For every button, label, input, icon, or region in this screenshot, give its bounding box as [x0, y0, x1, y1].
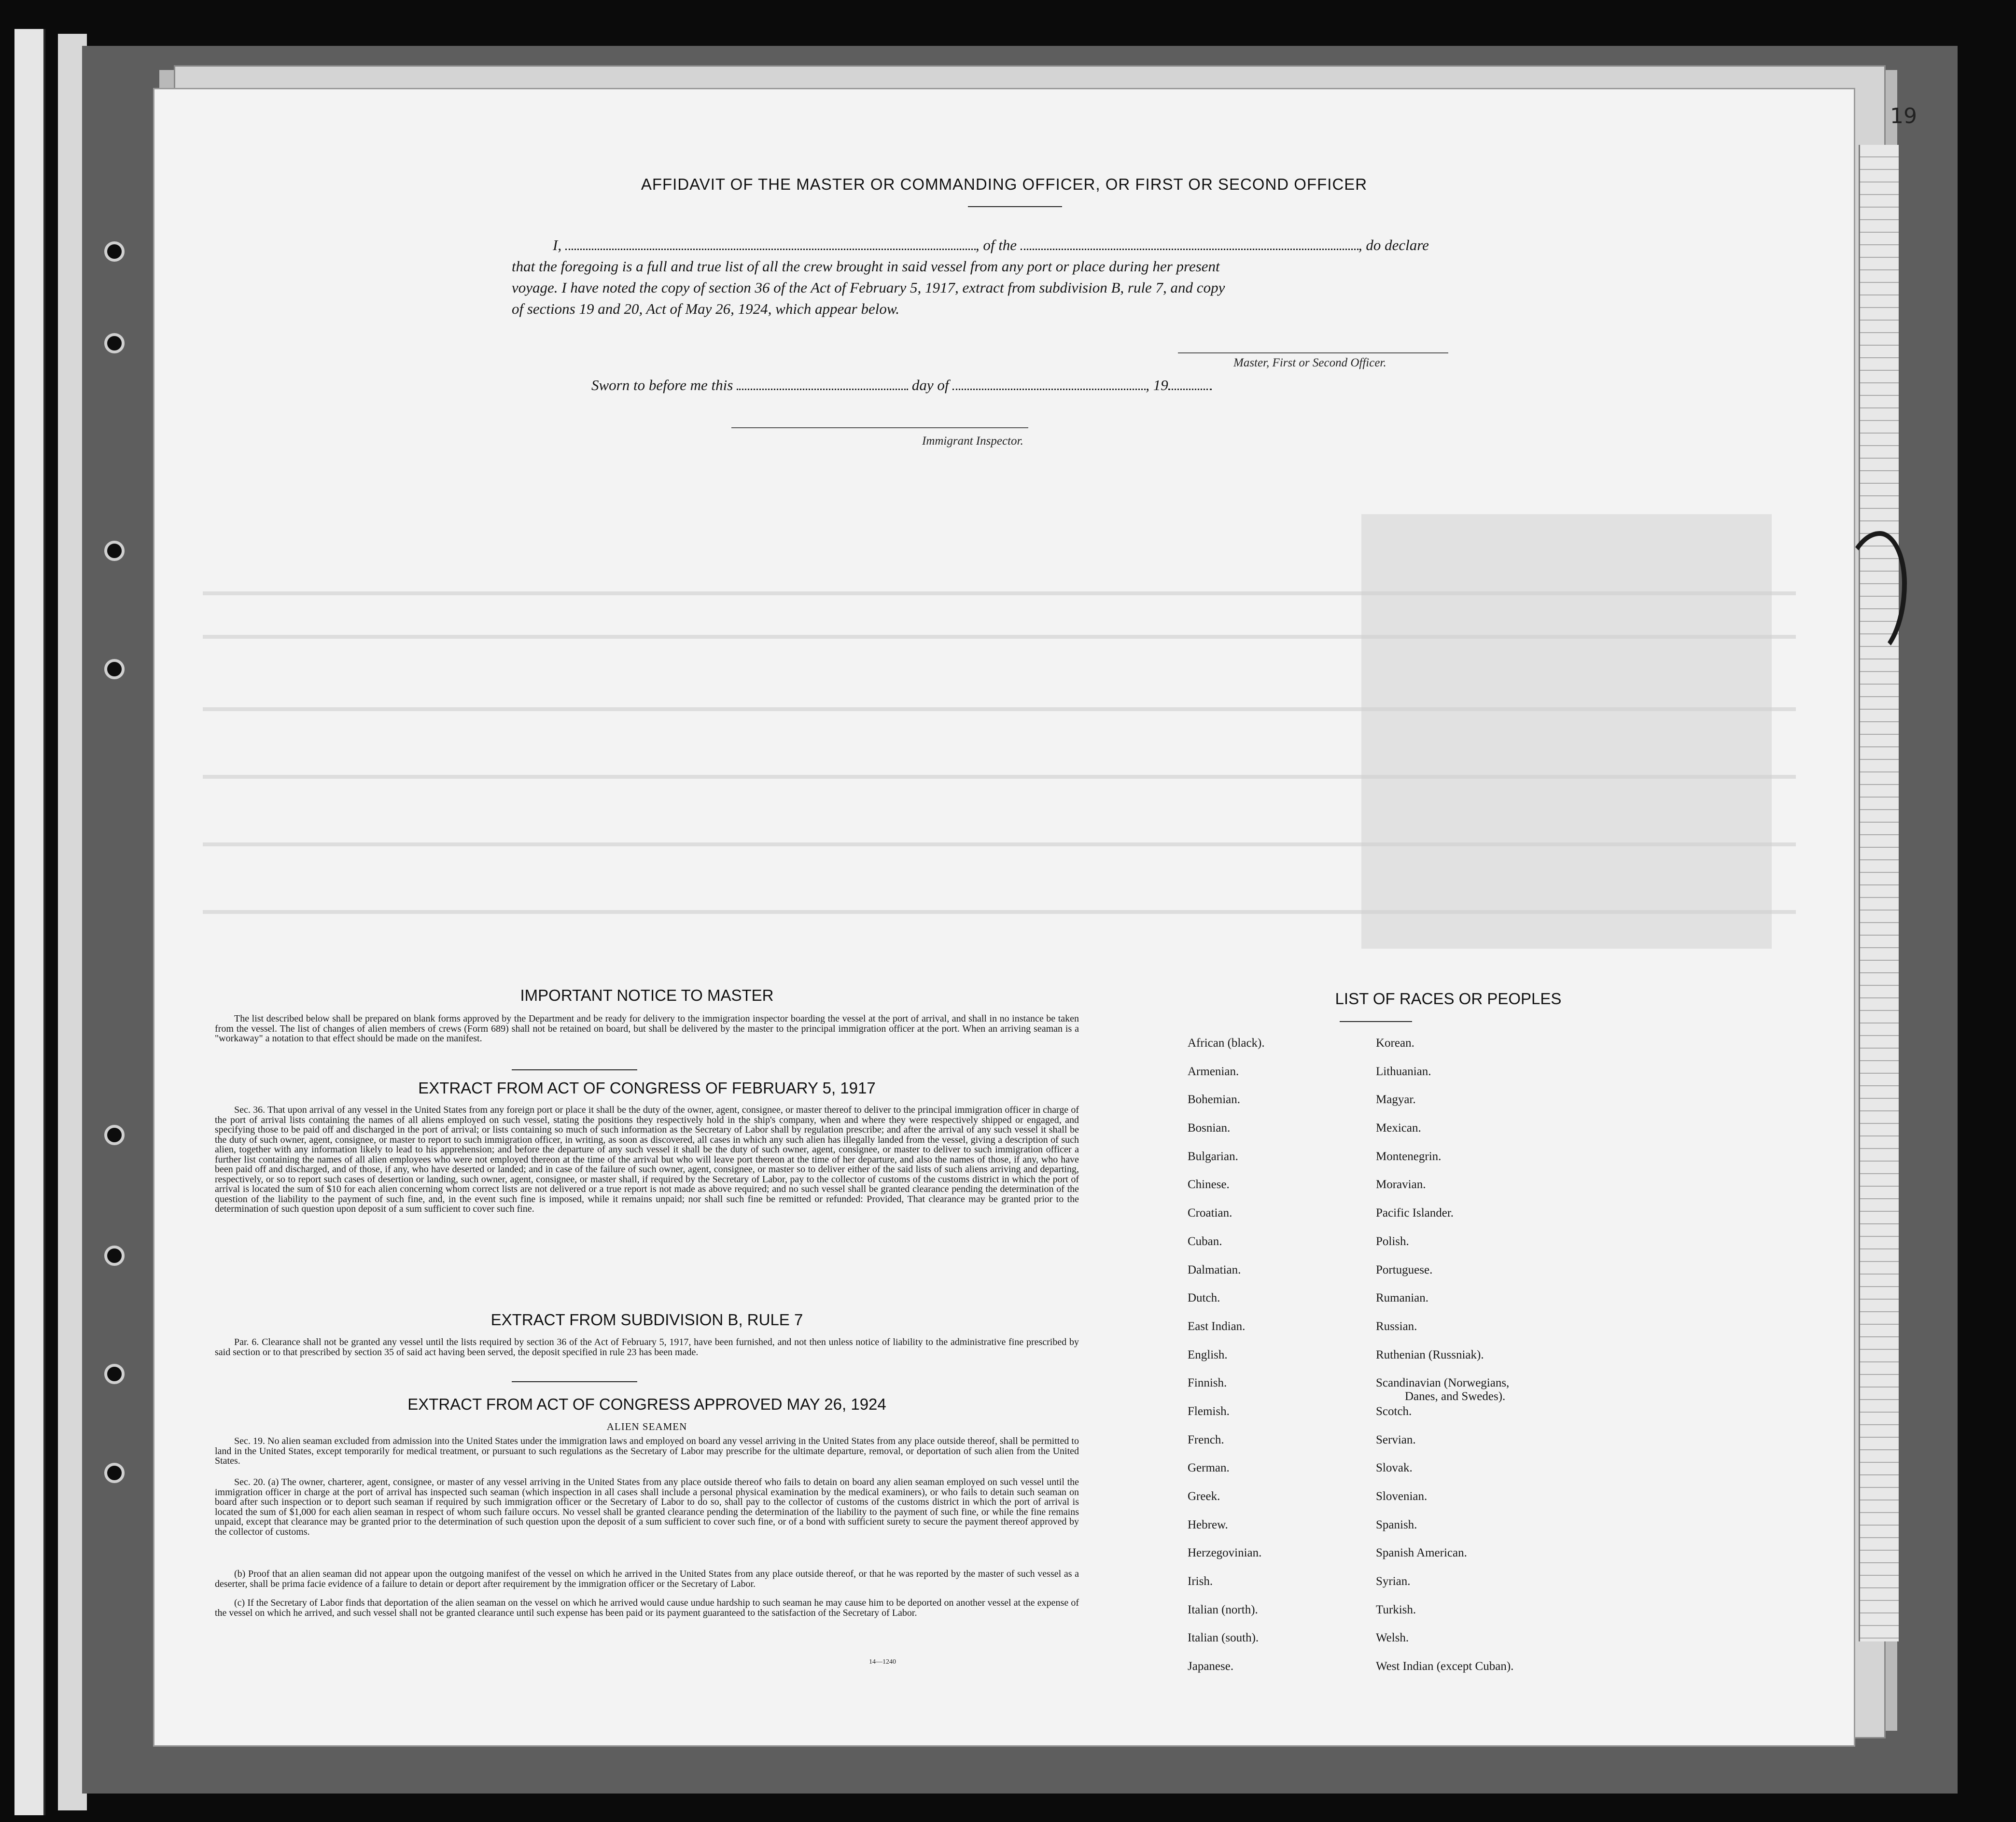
section-divider: [512, 1069, 637, 1070]
form-number: 14—1240: [869, 1658, 896, 1666]
races-divider: [1340, 1021, 1412, 1022]
extract-rule7-title: EXTRACT FROM SUBDIVISION B, RULE 7: [490, 1311, 803, 1329]
sworn-prefix: Sworn to before me this: [591, 377, 733, 393]
race-item: Italian (south).: [1188, 1631, 1259, 1645]
race-item: Armenian.: [1188, 1065, 1239, 1078]
affidavit-title: AFFIDAVIT OF THE MASTER OR COMMANDING OFFICER, OR FIRST OR SECOND OFFICER: [641, 175, 1368, 193]
race-item: Turkish.: [1376, 1603, 1416, 1616]
extract-1924-title: EXTRACT FROM ACT OF CONGRESS APPROVED MAY 26, 1924: [407, 1395, 886, 1413]
sworn-day-text: day of: [911, 377, 949, 393]
ledger-edge: [1859, 145, 1899, 1641]
race-item: Syrian.: [1376, 1575, 1411, 1588]
bleed-through-line: [203, 707, 1796, 711]
bleed-through-line: [203, 591, 1796, 595]
race-item-continuation: Danes, and Swedes).: [1405, 1390, 1506, 1403]
master-label: Master, First or Second Officer.: [1233, 356, 1386, 369]
race-item: Montenegrin.: [1376, 1149, 1442, 1163]
race-item: Spanish.: [1376, 1518, 1417, 1531]
binder-hole: [104, 541, 125, 561]
race-item: Croatian.: [1188, 1206, 1232, 1220]
binder-hole: [104, 241, 125, 262]
race-item: Bosnian.: [1188, 1121, 1231, 1135]
race-item: West Indian (except Cuban).: [1376, 1660, 1514, 1673]
race-item: German.: [1188, 1461, 1230, 1475]
bleed-through: [1361, 514, 1772, 949]
race-item: Japanese.: [1188, 1660, 1234, 1673]
race-item: Magyar.: [1376, 1093, 1416, 1107]
race-item: Moravian.: [1376, 1178, 1426, 1191]
race-item: Cuban.: [1188, 1234, 1222, 1248]
bleed-through-line: [203, 635, 1796, 639]
race-item: Dalmatian.: [1188, 1263, 1241, 1276]
affidavit-line-4: of sections 19 and 20, Act of May 26, 1924, which appear below.: [512, 300, 900, 317]
race-item: Slovenian.: [1376, 1490, 1428, 1503]
section-divider: [512, 1381, 637, 1382]
declare-text: , do declare: [1358, 237, 1429, 253]
bleed-through-line: [203, 842, 1796, 846]
race-item: Welsh.: [1376, 1631, 1409, 1645]
extract-rule7-text: Par. 6. Clearance shall not be granted any vessel until the lists required by section 36 of the Act of February 5, 1917, have been furnished, and not then unless notice of liability to the administrative fine prescribed by said section or to that prescribed by section 35 of said act having been served, the deposit specified in rule 23 has been made.: [215, 1337, 1079, 1358]
sec20c-text: (c) If the Secretary of Labor finds that deportation of the alien seaman on the vessel on which he arrived would cause undue hardship to such seaman he may cause him to be deported on another vessel at the expense of the vessel on which he arrived, and such vessel shall not be granted clearance until such expense has been paid or its payment guaranteed to the satisfaction of the Secretary of Labor.: [215, 1598, 1079, 1618]
race-item: Pacific Islander.: [1376, 1206, 1454, 1220]
vessel-blank[interactable]: [1021, 249, 1358, 250]
race-item: Spanish American.: [1376, 1546, 1467, 1560]
inspector-label: Immigrant Inspector.: [922, 434, 1023, 448]
binder-hole: [104, 1125, 125, 1145]
notice-title: IMPORTANT NOTICE TO MASTER: [520, 986, 774, 1004]
binder-strip: [14, 29, 45, 1815]
sec20a-text: Sec. 20. (a) The owner, charterer, agent, consignee, or master of any vessel arriving in the United States from any place outside thereof who fails to detain on board any alien seaman employed on such vessel until the immigration officer in charge at the port of arrival has inspected such seaman (which inspection in all cases shall include a personal physical examination by the medical examiners), or who fails to detain such seaman on board after such inspection or to deport such seaman if required by such immigration officer or the Secretary of Labor to do so, shall pay to the collector of customs of the customs district in which the port of arrival is located the sum of $1,000 for each alien seaman in respect of whom such failure occurs. No vessel shall be granted clearance pending the determination of the liability to the payment of such fine, or while the fine remains unpaid, except that clearance may be granted prior to the determination of such question upon the deposit of a sum sufficient to cover such fine, or of a bond with sufficient surety to secure the payment thereof approved by the collector of customs.: [215, 1477, 1079, 1537]
race-item: African (black).: [1188, 1037, 1265, 1050]
corner-number: 19: [1890, 104, 1917, 128]
race-item: East Indian.: [1188, 1319, 1246, 1333]
races-title: LIST OF RACES OR PEOPLES: [1335, 990, 1562, 1008]
sworn-year-blank[interactable]: [1168, 389, 1212, 390]
affidavit-page: [154, 89, 1854, 1745]
race-item: Scandinavian (Norwegians, Danes, and Swedes).: [1376, 1375, 1627, 1404]
extract-1917-text: Sec. 36. That upon arrival of any vessel in the United States from any foreign port or place it shall be the duty of the owner, agent, consignee, or master thereof to deliver to the principal immigration officer in charge of the port of arrival lists containing the names of all aliens employed on such vessel, stating the positions they respectively hold in the ship's company, when and where they were respectively shipped or engaged, and specifying those to be paid off and discharged in the port of arrival; or lists containing so much of such information as the Secretary of Labor shall by regulation prescribe; and after the arrival of any such vessel it shall be the duty of such owner, agent, consignee, or master to report to such immigration officer, in writing, as soon as discovered, all cases in which any such alien has illegally landed from the vessel, giving a description of such alien, together with any information likely to lead to his apprehension; and before the departure of any such vessel it shall be the duty of such owner, agent, consignee, or master to deliver to such immigration officer a further list containing the names of all alien employees who were not employed thereon at the time of the arrival but who will leave port thereon at the time of her departure, and also the names of those, if any, who have been paid off and discharged, and of those, if any, who have deserted or landed; and in case of the failure of such owner, agent, consignee, or master so to deliver either of the said lists of such aliens arriving and departing, respectively, or so to report such cases of desertion or landing, such owner, agent, consignee, or master shall, if required by the Secretary of Labor, pay to the collector of customs of the customs district in which the port of arrival is located the sum of $10 for each alien concerning whom correct lists are not delivered or a true report is not made as above required; and no such vessel shall be granted clearance pending the determination of the question of the liability to the payment of such fine, and, in the event such fine is imposed, while it remains unpaid; nor shall such fine be remitted or refunded: Provided, That clearance may be granted prior to the determination of such question upon deposit of a sum sufficient to cover such fine.: [215, 1105, 1079, 1214]
race-item: Bulgarian.: [1188, 1149, 1238, 1163]
sworn-year-text: , 19: [1146, 377, 1168, 393]
race-item: Greek.: [1188, 1490, 1220, 1503]
race-item: Portuguese.: [1376, 1263, 1433, 1276]
binder-hole: [104, 333, 125, 353]
sworn-line: [591, 374, 1557, 396]
race-item: Irish.: [1188, 1575, 1213, 1588]
race-item: Finnish.: [1188, 1376, 1227, 1390]
alien-seamen-subtitle: ALIEN SEAMEN: [606, 1421, 687, 1432]
affidavit-i: I,: [553, 237, 562, 253]
name-blank[interactable]: [565, 249, 976, 250]
race-item: English.: [1188, 1348, 1228, 1361]
race-item: Ruthenian (Russniak).: [1376, 1348, 1484, 1361]
race-item: Dutch.: [1188, 1291, 1220, 1305]
sec20b-text: (b) Proof that an alien seaman did not appear upon the outgoing manifest of the vessel on which he arrived in the United States from any place outside thereof, or that he was reported by the master of such vessel as a deserter, shall be prima facie evidence of a failure to detain or deport after requirement by the immigration officer or the Secretary of Labor.: [215, 1569, 1079, 1589]
race-item: Servian.: [1376, 1433, 1416, 1446]
extract-1917-title: EXTRACT FROM ACT OF CONGRESS OF FEBRUARY 5, 1917: [418, 1079, 876, 1097]
race-item: Korean.: [1376, 1037, 1414, 1050]
race-item: Chinese.: [1188, 1178, 1230, 1191]
title-divider: [968, 206, 1062, 207]
inspector-signature-line[interactable]: [731, 427, 1028, 428]
affidavit-line-3: voyage. I have noted the copy of section 36 of the Act of February 5, 1917, extract from subdivision B, rule 7, and copy: [512, 279, 1225, 296]
notice-text: The list described below shall be prepared on blank forms approved by the Department and be ready for delivery to the immigration inspector boarding the vessel at the port of arrival, and shall in no instance be taken from the vessel. The list of changes of alien members of crews (Form 689) shall not be retained on board, but shall be delivered by the master to the principal immigration officer at the port. When an arriving seaman is a "workaway" a notation to that effect should be made on the manifest.: [215, 1013, 1079, 1044]
race-item: Flemish.: [1188, 1404, 1230, 1418]
race-item: Russian.: [1376, 1319, 1417, 1333]
bleed-through-line: [203, 775, 1796, 779]
race-item: Bohemian.: [1188, 1093, 1241, 1107]
binder-hole: [104, 1246, 125, 1266]
sec19-text: Sec. 19. No alien seaman excluded from admission into the United States under the immigration laws and employed on board any vessel arriving in the United States from any place outside thereof, shall be permitted to land in the United States, except temporarily for medical treatment, or pursuant to such regulations as the Secretary of Labor may prescribe for the ultimate departure, removal, or deportation of such alien from the United States.: [215, 1436, 1079, 1466]
binder-hole: [104, 1364, 125, 1384]
race-item: Rumanian.: [1376, 1291, 1429, 1305]
affidavit-line-1: [512, 234, 1637, 256]
race-item: Polish.: [1376, 1234, 1409, 1248]
master-signature-line[interactable]: [1178, 352, 1448, 353]
binder-hole: [104, 1463, 125, 1483]
race-item: Mexican.: [1376, 1121, 1421, 1135]
race-item: Scotch.: [1376, 1404, 1412, 1418]
binder-hole: [104, 659, 125, 679]
race-item: Hebrew.: [1188, 1518, 1228, 1531]
races-right-column: [1376, 1036, 1627, 1687]
of-the-text: , of the: [975, 237, 1017, 253]
race-item: Lithuanian.: [1376, 1065, 1431, 1078]
race-item: Italian (north).: [1188, 1603, 1258, 1616]
race-item: French.: [1188, 1433, 1224, 1446]
sworn-day-blank[interactable]: [737, 389, 908, 390]
race-item: Slovak.: [1376, 1461, 1413, 1475]
bleed-through-line: [203, 910, 1796, 914]
race-item: Herzegovinian.: [1188, 1546, 1262, 1560]
sworn-month-blank[interactable]: [952, 389, 1146, 390]
affidavit-line-2: that the foregoing is a full and true list of all the crew brought in said vessel from any port or place during her present: [512, 258, 1220, 275]
races-left-column: [1188, 1036, 1371, 1687]
